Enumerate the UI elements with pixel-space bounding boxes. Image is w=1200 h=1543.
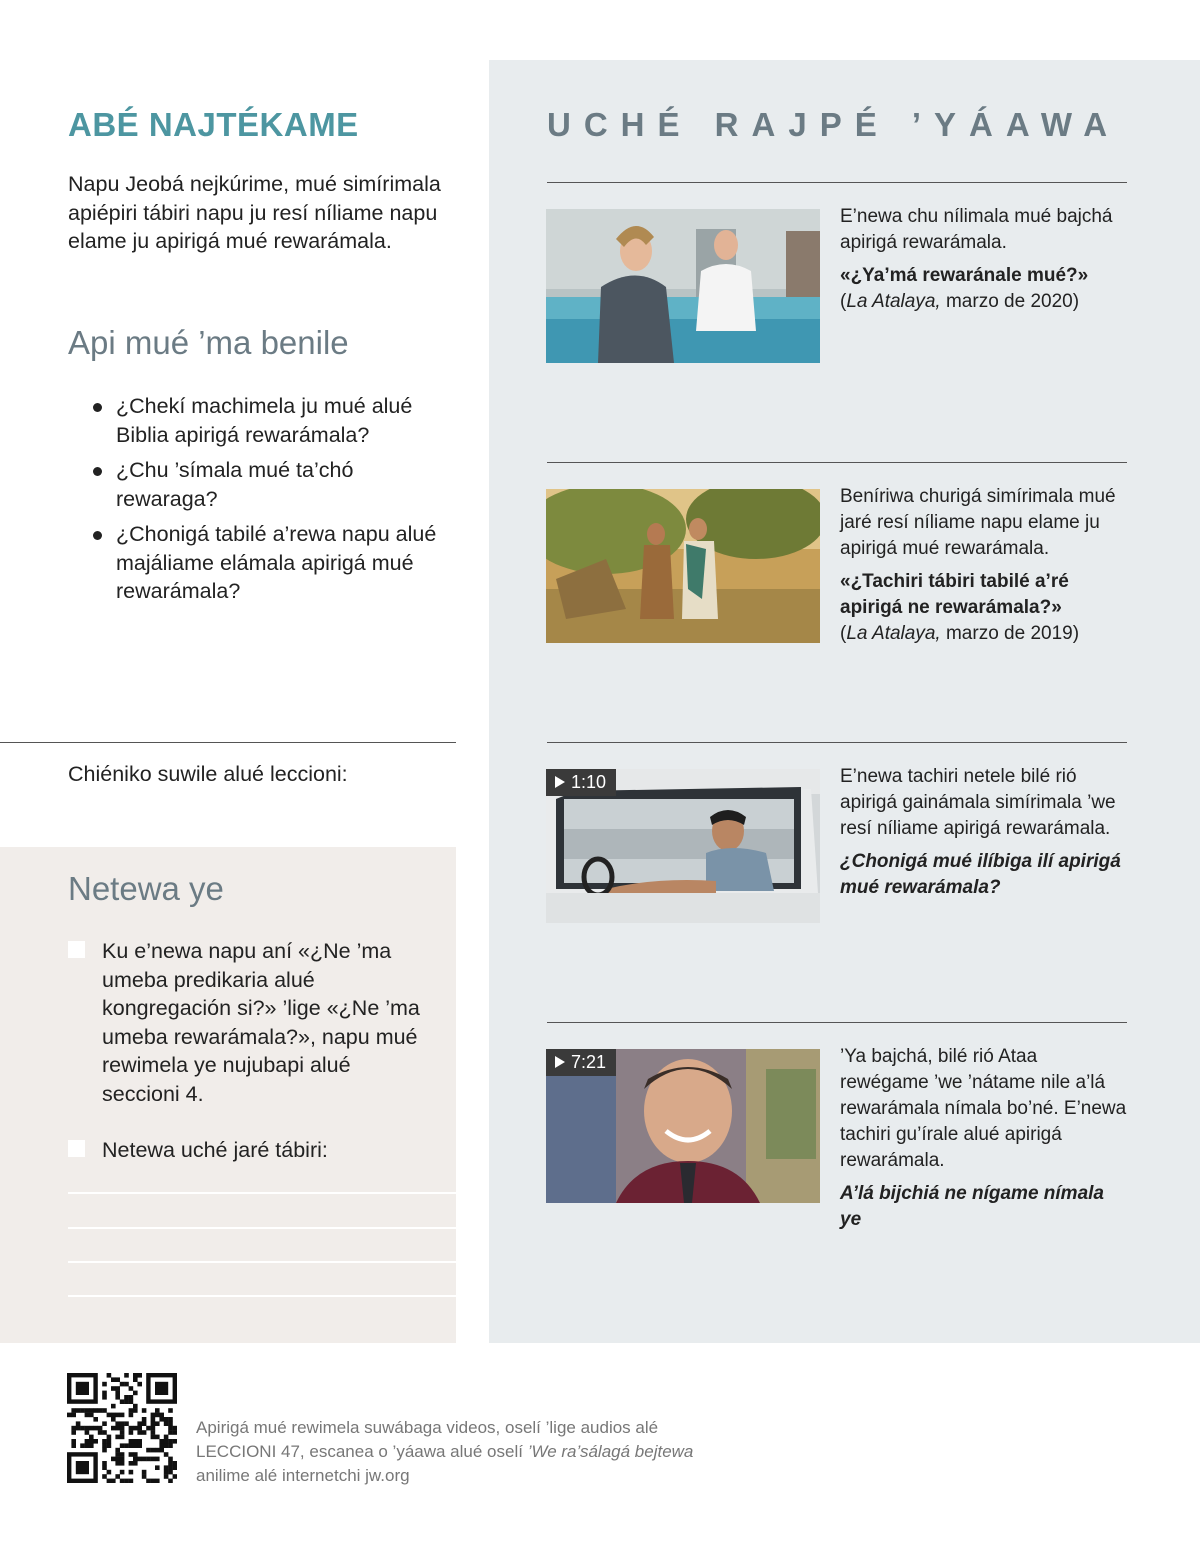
video-card xyxy=(840,764,1130,901)
goal-item-text: Ku e’newa napu aní «¿Ne ’ma umeba predikaria alué kongregación si?» ’lige «¿Ne ’ma umeba rewarámala?», napu mué rewimela ye nujubapi alué seccioni 4. xyxy=(102,939,420,1106)
card-description: E’newa tachiri netele bilé rió apirigá gainámala simírimala ’we resí níliame apirigá rewarámala. xyxy=(840,766,1116,839)
video-link[interactable]: ¿Chonigá mué ilíbiga ilí apirigá mué rewarámala? xyxy=(840,851,1121,898)
goal-checkbox[interactable] xyxy=(68,941,85,958)
reading-card xyxy=(840,204,1130,315)
article-link[interactable]: «¿Ya’má rewaránale mué?» xyxy=(840,265,1089,286)
lesson-completed-label: Chiéniko suwile alué leccioni: xyxy=(68,762,348,786)
painting-illustration[interactable] xyxy=(546,489,820,643)
footer-italic: ’We ra’sálagá bejtewa xyxy=(527,1442,694,1461)
video-thumbnail-driver[interactable] xyxy=(546,769,820,923)
divider xyxy=(547,1022,1127,1023)
divider xyxy=(547,182,1127,183)
reading-card xyxy=(840,484,1130,647)
card-description: Beníriwa churigá simírimala mué jaré resí níliame napu elame ju apirigá mué rewarámala. xyxy=(840,486,1116,559)
divider xyxy=(0,742,456,743)
write-in-line[interactable] xyxy=(68,1261,456,1263)
write-in-line[interactable] xyxy=(68,1227,456,1229)
video-thumbnail-interview[interactable] xyxy=(546,1049,820,1203)
article-source: (La Atalaya, marzo de 2019) xyxy=(840,623,1080,644)
review-question: ¿Chekí machimela ju mué alué Biblia apirigá rewarámala? xyxy=(90,392,440,449)
video-link[interactable]: A’lá bijchiá ne nígame nímala ye xyxy=(840,1183,1104,1230)
footer-note: Apirigá mué rewimela suwábaga videos, oselí ’lige audios alé LECCIONI 47, escanea o ’yáawa alué oselí ’We ra’sálagá bejtewa anilime alé internetchi jw.org xyxy=(196,1418,694,1485)
further-reading-heading: UCHÉ RAJPÉ ’YÁAWA xyxy=(547,106,1121,143)
goal-checkbox[interactable] xyxy=(68,1140,85,1157)
review-heading: Api mué ’ma benile xyxy=(68,324,349,361)
source-publication: La Atalaya, xyxy=(846,623,941,644)
play-icon xyxy=(555,776,565,788)
review-questions xyxy=(90,392,440,613)
card-description: E’newa chu nílimala mué bajchá apirigá rewarámala. xyxy=(840,206,1113,253)
source-date: marzo de 2020 xyxy=(940,291,1073,312)
goal-item xyxy=(68,1136,428,1165)
goal-heading: Netewa ye xyxy=(68,870,224,907)
review-question: ¿Chu ’símala mué ta’chó rewaraga? xyxy=(90,456,440,513)
baptism-photo[interactable] xyxy=(546,209,820,363)
write-in-line[interactable] xyxy=(68,1192,456,1194)
goal-item-text: Netewa uché jaré tábiri: xyxy=(102,1138,328,1162)
review-question: ¿Chonigá tabilé a’rewa napu alué majáliame elámala apirigá mué rewarámala? xyxy=(90,520,440,606)
divider xyxy=(547,742,1127,743)
summary-heading: ABÉ NAJTÉKAME xyxy=(68,106,359,143)
card-description: ’Ya bajchá, bilé rió Ataa rewégame ’we ’nátame nile a’lá rewarámala nímala bo’né. E’newa tachiri gu’írale alué apirigá rewarámala. xyxy=(840,1046,1127,1171)
source-publication: La Atalaya, xyxy=(846,291,941,312)
article-link[interactable]: «¿Tachiri tábiri tabilé a’ré apirigá ne rewarámala?» xyxy=(840,571,1069,618)
video-card xyxy=(840,1044,1130,1233)
write-in-line[interactable] xyxy=(68,1295,456,1297)
play-icon xyxy=(555,1056,565,1068)
article-source: (La Atalaya, marzo de 2020) xyxy=(840,291,1080,312)
goal-item xyxy=(68,937,428,1108)
divider xyxy=(547,462,1127,463)
video-duration: 7:21 xyxy=(546,1049,616,1076)
summary-text: Napu Jeobá nejkúrime, mué simírimala apiépiri tábiri napu ju resí níliame napu elame ju apirigá mué rewarámala. xyxy=(68,172,441,253)
source-date: marzo de 2019 xyxy=(940,623,1073,644)
qr-code-icon[interactable] xyxy=(67,1373,177,1483)
video-duration: 1:10 xyxy=(546,769,616,796)
